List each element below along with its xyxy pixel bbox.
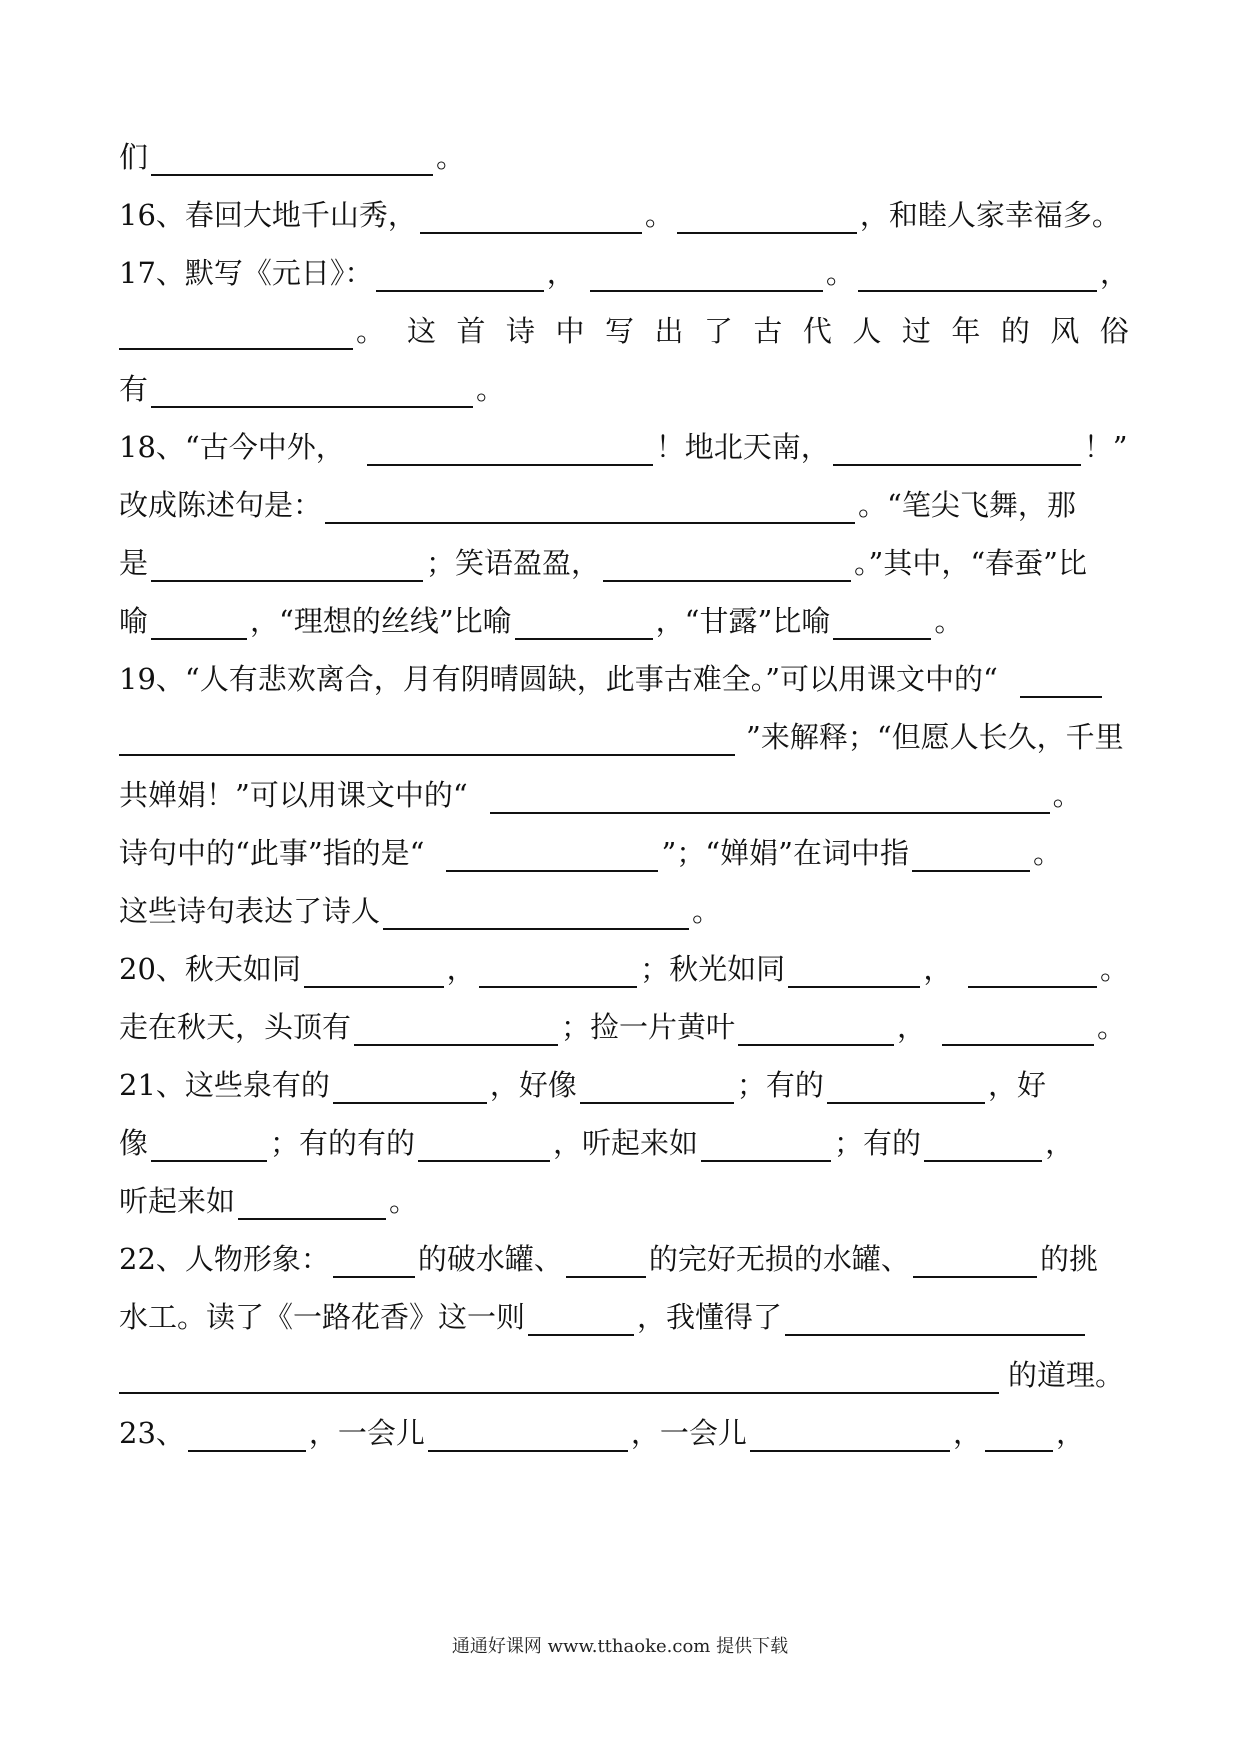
text: ，听起来如: [553, 1126, 699, 1160]
answer-blank[interactable]: [913, 1242, 1037, 1278]
answer-blank[interactable]: [968, 952, 1097, 988]
text: ，一会儿: [630, 1416, 747, 1450]
text: ”来解释；“但愿人长久，千里: [746, 720, 1124, 754]
answer-blank[interactable]: [827, 1068, 985, 1104]
question-19-line2: [119, 708, 1129, 756]
answer-blank[interactable]: [304, 952, 444, 988]
text: ！地北天南，: [655, 430, 830, 464]
text: 。: [644, 198, 674, 232]
char: 写: [604, 314, 634, 348]
question-17-end: [119, 360, 1129, 408]
question-21: [119, 1056, 1129, 1104]
text: ；有的有的: [270, 1126, 416, 1160]
text: ，: [923, 952, 953, 986]
question-18-line3: [119, 534, 1129, 582]
answer-blank[interactable]: [376, 256, 543, 292]
answer-blank[interactable]: [420, 198, 642, 234]
text: ，: [446, 952, 476, 986]
answer-blank[interactable]: [833, 430, 1081, 466]
text: 这些诗句表达了诗人: [119, 894, 381, 928]
text: 。: [1097, 1010, 1127, 1044]
answer-blank[interactable]: [418, 1126, 550, 1162]
char: 这: [407, 314, 437, 348]
char: 年: [951, 314, 981, 348]
text: 。“笔尖飞舞，那: [858, 488, 1076, 522]
question-22-line3: [119, 1346, 1129, 1394]
text: ；秋光如同: [640, 952, 786, 986]
answer-blank[interactable]: [566, 1242, 646, 1278]
answer-blank[interactable]: [738, 1010, 894, 1046]
text: 共婵娟！”可以用课文中的“: [119, 778, 468, 812]
text: 。: [825, 256, 855, 290]
question-18-line4: [119, 592, 1129, 640]
text: ，: [1055, 1416, 1085, 1450]
question-21-line3: [119, 1172, 1129, 1220]
footer-source: 通通好课网 www.tthaoke.com 提供下载: [451, 1636, 789, 1657]
text: 。: [934, 604, 964, 638]
answer-blank[interactable]: [151, 546, 423, 582]
answer-blank[interactable]: [833, 604, 931, 640]
text: 23、: [119, 1416, 185, 1450]
text: 。: [692, 894, 722, 928]
answer-blank[interactable]: [985, 1416, 1053, 1452]
text: ；捡一片黄叶: [561, 1010, 736, 1044]
question-19-line3: [119, 766, 1129, 814]
text: 。: [436, 140, 466, 174]
question-19: [119, 650, 1129, 698]
answer-blank[interactable]: [580, 1068, 734, 1104]
answer-blank[interactable]: [912, 836, 1030, 872]
question-22: [119, 1230, 1129, 1278]
question-16: [119, 186, 1129, 234]
text: 。: [476, 372, 506, 406]
text: 。: [356, 314, 386, 348]
text: ，好: [987, 1068, 1046, 1102]
answer-blank[interactable]: [367, 430, 653, 466]
text: ；有的: [834, 1126, 922, 1160]
text: 的完好无损的水罐、: [648, 1242, 910, 1276]
question-21-line2: [119, 1114, 1129, 1162]
spread-text: [407, 314, 1129, 350]
char: 的: [1000, 314, 1030, 348]
char: 风: [1050, 314, 1080, 348]
text: 20、秋天如同: [119, 952, 301, 986]
answer-blank[interactable]: [750, 1416, 950, 1452]
text: 18、“古今中外，: [119, 430, 345, 464]
question-17: [119, 244, 1129, 292]
text: ”；“婵娟”在词中指: [661, 836, 909, 870]
answer-blank[interactable]: [701, 1126, 831, 1162]
char: 过: [901, 314, 931, 348]
answer-blank[interactable]: [354, 1010, 558, 1046]
answer-blank[interactable]: [924, 1126, 1042, 1162]
char: 诗: [505, 314, 535, 348]
text: 有: [119, 372, 149, 406]
answer-blank[interactable]: [151, 140, 433, 176]
text: ，: [1045, 1126, 1075, 1160]
question-23: [119, 1404, 1129, 1452]
text: 们: [119, 140, 149, 174]
text: ；有的: [736, 1068, 824, 1102]
answer-blank[interactable]: [1020, 662, 1102, 698]
question-22-line2: [119, 1288, 1129, 1336]
text: 17、默写《元日》：: [119, 256, 374, 290]
answer-blank[interactable]: [119, 314, 353, 350]
text: 22、人物形象：: [119, 1242, 330, 1276]
char: 古: [753, 314, 783, 348]
text: 。”其中，“春蚕”比: [854, 546, 1088, 580]
answer-blank[interactable]: [858, 256, 1097, 292]
answer-blank[interactable]: [785, 1300, 1085, 1336]
answer-blank[interactable]: [151, 372, 473, 408]
question-17-cont: [119, 302, 1129, 350]
text: 像: [119, 1126, 149, 1160]
text: ，: [1099, 256, 1129, 290]
answer-blank[interactable]: [788, 952, 920, 988]
text: 。: [389, 1184, 419, 1218]
question-18: [119, 418, 1129, 466]
text: 19、“人有悲欢离合，月有阴晴圆缺，此事古难全。”可以用课文中的“: [119, 662, 998, 696]
text: ，: [546, 256, 576, 290]
char: 出: [654, 314, 684, 348]
answer-blank[interactable]: [603, 546, 851, 582]
answer-blank[interactable]: [942, 1010, 1094, 1046]
question-20: [119, 940, 1129, 988]
text: ，“甘露”比喻: [655, 604, 831, 638]
text: ，我懂得了: [637, 1300, 783, 1334]
text: 21、这些泉有的: [119, 1068, 330, 1102]
text: ，好像: [489, 1068, 577, 1102]
answer-blank[interactable]: [119, 720, 735, 756]
answer-blank[interactable]: [325, 488, 855, 524]
text: ，“理想的丝线”比喻: [250, 604, 512, 638]
text: ，: [952, 1416, 982, 1450]
text: 的挑: [1039, 1242, 1098, 1276]
text: 听起来如: [119, 1184, 236, 1218]
answer-blank[interactable]: [238, 1184, 386, 1220]
text: 16、春回大地千山秀，: [119, 198, 417, 232]
answer-blank[interactable]: [677, 198, 857, 234]
text: ；笑语盈盈，: [426, 546, 601, 580]
char: 人: [852, 314, 882, 348]
char: 了: [703, 314, 733, 348]
answer-blank[interactable]: [528, 1300, 634, 1336]
answer-blank[interactable]: [490, 778, 1050, 814]
text: 改成陈述句是：: [119, 488, 323, 522]
text: ，和睦人家幸福多。: [859, 198, 1121, 232]
answer-blank[interactable]: [515, 604, 653, 640]
answer-blank[interactable]: [333, 1242, 415, 1278]
line-1: [119, 128, 1129, 176]
answer-blank[interactable]: [479, 952, 637, 988]
text: 。: [1032, 836, 1062, 870]
answer-blank[interactable]: [151, 604, 247, 640]
answer-blank[interactable]: [383, 894, 689, 930]
answer-blank[interactable]: [188, 1416, 306, 1452]
question-18-line2: [119, 476, 1129, 524]
text: ！”: [1083, 430, 1128, 464]
text: 的道理。: [1008, 1358, 1125, 1392]
answer-blank[interactable]: [428, 1416, 628, 1452]
char: 首: [456, 314, 486, 348]
text: 。: [1099, 952, 1129, 986]
answer-blank[interactable]: [590, 256, 823, 292]
answer-blank[interactable]: [119, 1358, 999, 1394]
answer-blank[interactable]: [333, 1068, 487, 1104]
answer-blank[interactable]: [151, 1126, 267, 1162]
char: 中: [555, 314, 585, 348]
text: ，: [897, 1010, 927, 1044]
question-20-line2: [119, 998, 1129, 1046]
text: 的破水罐、: [417, 1242, 563, 1276]
question-19-line5: [119, 882, 1129, 930]
text: 走在秋天，头顶有: [119, 1010, 352, 1044]
char: 代: [802, 314, 832, 348]
text: 是: [119, 546, 149, 580]
char: 俗: [1099, 314, 1129, 348]
text: 喻: [119, 604, 149, 638]
text: ，一会儿: [308, 1416, 425, 1450]
text: 。: [1052, 778, 1082, 812]
question-19-line4: [119, 824, 1129, 872]
text: 诗句中的“此事”指的是“: [119, 836, 425, 870]
text: 水工。读了《一路花香》这一则: [119, 1300, 526, 1334]
answer-blank[interactable]: [446, 836, 658, 872]
